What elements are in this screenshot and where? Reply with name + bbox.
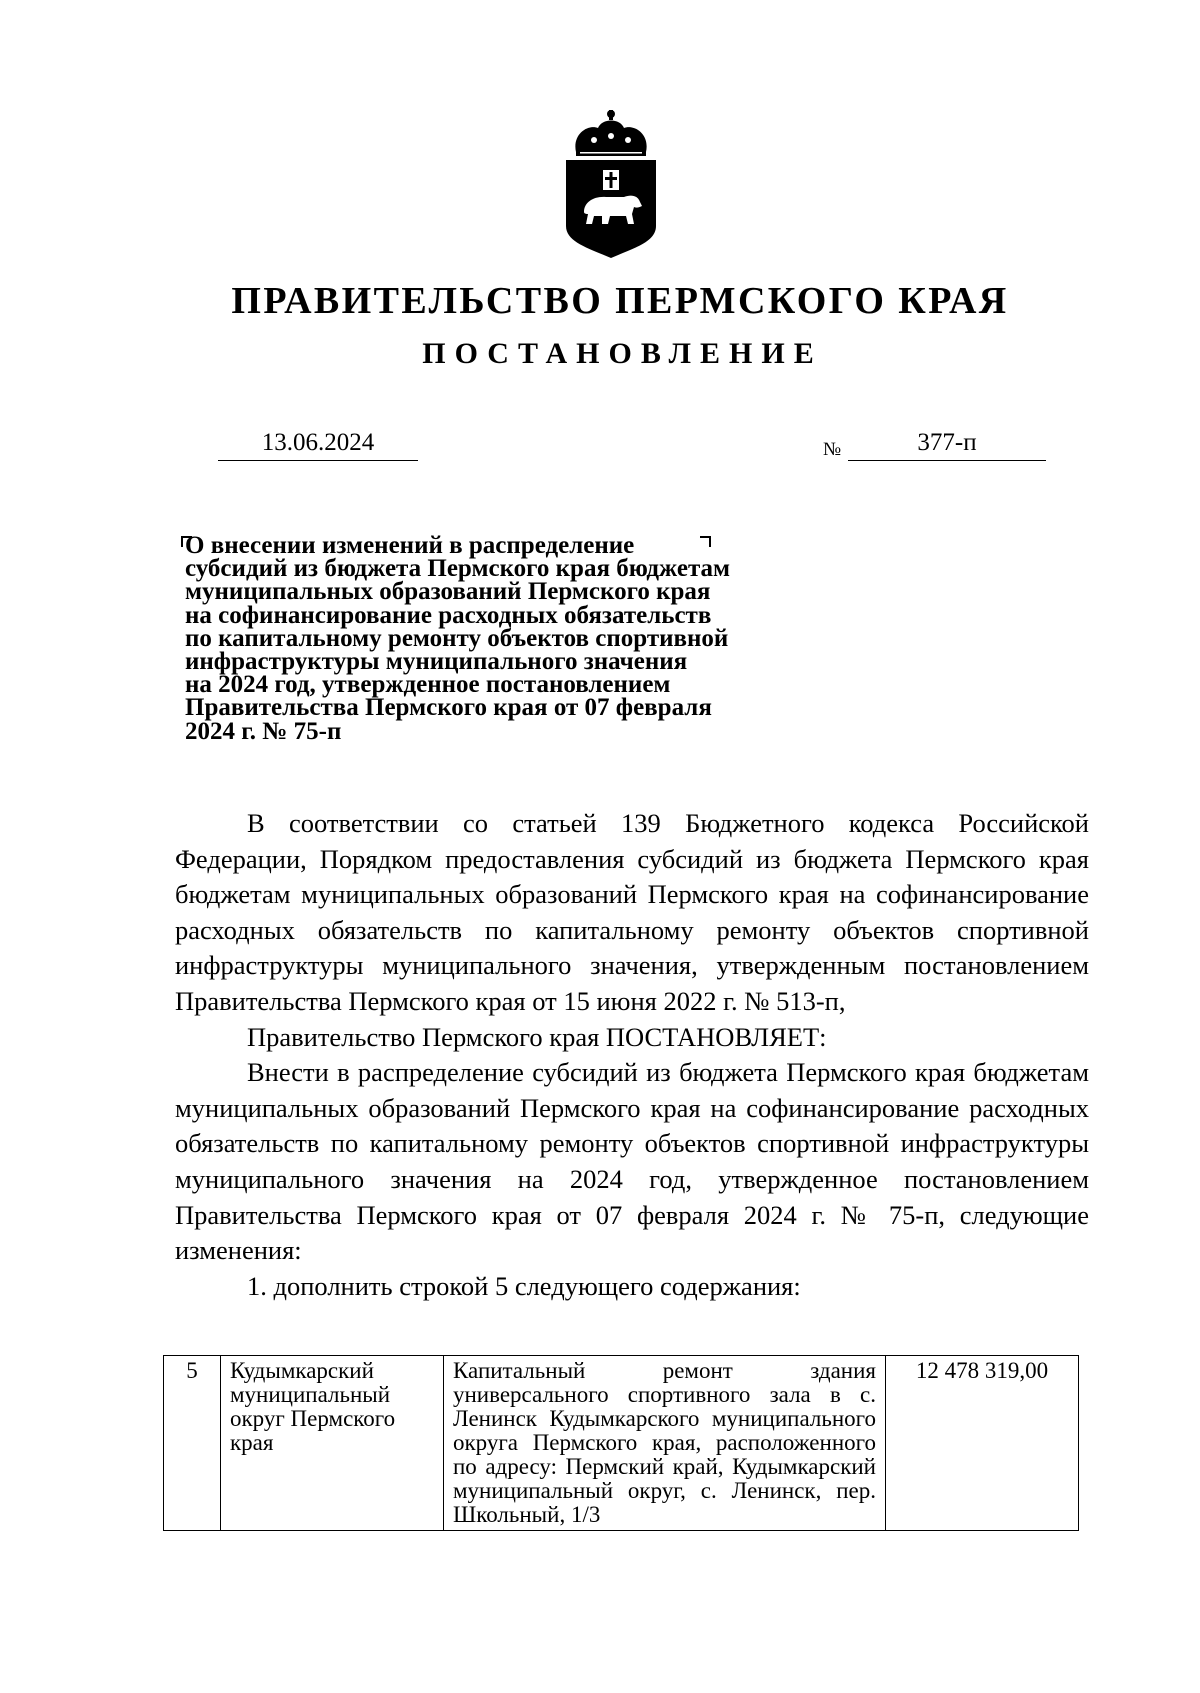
- subject-line: по капитальному ремонту объектов спортивной: [185, 624, 729, 652]
- body-paragraph: В соответствии со статьей 139 Бюджетного кодекса Российской Федерации, Порядком предоставления субсидий из бюджета Пермского края бюджетам муниципальных образований Пермского края на софинансирование расходных обязательств по капитальному ремонту объектов спортивной инфраструктуры муниципального значения, утвержденным постановлением Правительства Пермского края от 15 июня 2022 г. № 513-п,: [175, 808, 1089, 1016]
- document-date: 13.06.2024: [261, 429, 375, 456]
- crown-icon: [575, 110, 646, 156]
- subsidy-amount-cell: 12 478 319,00: [886, 1356, 1079, 1531]
- subject-line: 2024 г. № 75-п: [185, 717, 342, 745]
- document-type: ПОСТАНОВЛЕНИЕ: [422, 337, 823, 370]
- object-description-cell: Капитальный ремонт здания универсального спортивного зала в с. Ленинск Кудымкарского муниципального округа Пермского края, расположенного по адресу: Пермский край, Кудымкарский муниципальный округ, с. Ленинск, пер. Школьный, 1/3: [444, 1356, 886, 1531]
- subject-line: О внесении изменений в распределение: [185, 532, 635, 559]
- body-paragraph: Внести в распределение субсидий из бюджета Пермского края бюджетам муниципальных образований Пермского края на софинансирование расходных обязательств по капитальному ремонту объектов спортивной инфраструктуры муниципального значения на 2024 год, утвержденное постановлением Правительства Пермского края от 07 февраля 2024 г. № 75-п, следующие изменения:: [175, 1057, 1089, 1266]
- subject-line: на софинансирование расходных обязательств: [185, 601, 712, 629]
- subject-line: Правительства Пермского края от 07 февраля: [185, 694, 712, 722]
- subject-line: субсидий из бюджета Пермского края бюджетам: [185, 555, 731, 583]
- date-underline: [218, 460, 418, 461]
- document-number: 377-п: [917, 429, 977, 456]
- shield-icon: [566, 160, 656, 258]
- table-row: [164, 1356, 1079, 1531]
- body-paragraph: 1. дополнить строкой 5 следующего содержания:: [247, 1270, 801, 1301]
- municipality-cell: Кудымкарский муниципальный округ Пермского края: [221, 1356, 444, 1531]
- number-underline: [848, 460, 1046, 461]
- number-sign: №: [823, 439, 842, 460]
- subject-line: инфраструктуры муниципального значения: [185, 648, 688, 676]
- body-paragraph: Правительство Пермского края ПОСТАНОВЛЯЕТ:: [247, 1021, 827, 1052]
- subject-line: на 2024 год, утвержденное постановлением: [185, 671, 671, 699]
- perm-krai-coat-of-arms-icon: [562, 108, 660, 260]
- row-number-cell: 5: [164, 1356, 221, 1531]
- organization-title: ПРАВИТЕЛЬСТВО ПЕРМСКОГО КРАЯ: [231, 280, 1009, 322]
- amendment-table: [163, 1355, 1079, 1531]
- subject-line: муниципальных образований Пермского края: [185, 578, 711, 606]
- document-subject: [185, 534, 825, 743]
- document-body: [175, 806, 1089, 1304]
